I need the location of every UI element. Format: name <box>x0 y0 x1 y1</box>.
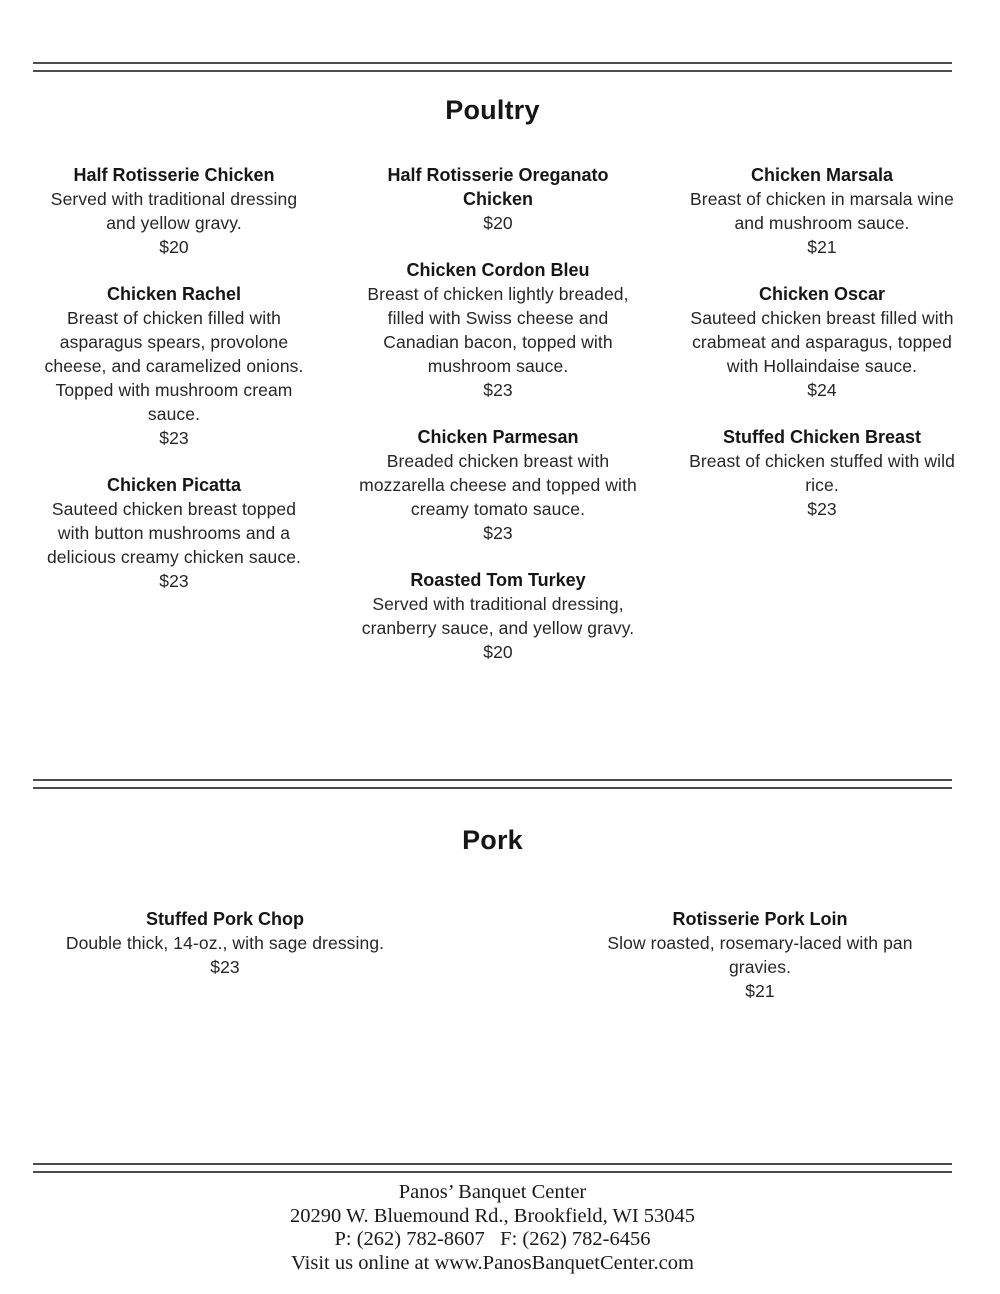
item-description: Served with traditional dressing and yellow gravy. <box>50 189 298 233</box>
footer-website: Visit us online at www.PanosBanquetCenter.com <box>291 1251 694 1274</box>
item-description: Breast of chicken lightly breaded, filled with Swiss cheese and Canadian bacon, topped with mushroom sauce. <box>367 284 629 376</box>
item-price: $20 <box>159 237 189 257</box>
section-title-poultry: Poultry <box>445 95 540 125</box>
menu-item <box>359 258 637 402</box>
item-price: $23 <box>483 380 513 400</box>
item-description: Sauteed chicken breast filled with crabmeat and asparagus, topped with Hollaindaise sauce. <box>690 308 954 376</box>
pork-columns <box>40 907 945 1026</box>
menu-item <box>35 163 313 259</box>
item-description: Breast of chicken stuffed with wild rice. <box>689 451 955 495</box>
item-name: Chicken Cordon Bleu <box>406 260 590 280</box>
footer-phone-fax: P: (262) 782-8607 F: (262) 782-6456 <box>334 1228 651 1250</box>
item-price: $23 <box>210 957 240 977</box>
menu-item <box>683 282 961 402</box>
item-price: $23 <box>483 523 513 543</box>
menu-column <box>575 907 945 1026</box>
item-name: Chicken Marsala <box>750 165 894 185</box>
item-description: Sauteed chicken breast topped with button mushrooms and a delicious creamy chicken sauce. <box>46 499 302 567</box>
footer-address: 20290 W. Bluemound Rd., Brookfield, WI 53045 <box>289 1204 696 1227</box>
menu-item <box>35 473 313 593</box>
menu-item <box>40 907 410 979</box>
divider-middle <box>33 779 952 789</box>
section-title-pork: Pork <box>462 825 523 855</box>
menu-column <box>359 163 637 687</box>
item-description: Double thick, 14-oz., with sage dressing. <box>65 933 385 953</box>
item-price: $23 <box>159 571 189 591</box>
item-name: Chicken Parmesan <box>417 427 579 447</box>
item-description: Breast of chicken filled with asparagus spears, provolone cheese, and caramelized onions. Topped with mushroom cream sauce. <box>44 308 304 424</box>
item-price: $20 <box>483 642 513 662</box>
item-price: $24 <box>807 380 837 400</box>
menu-item <box>359 568 637 664</box>
menu-column <box>35 163 313 616</box>
item-name: Chicken Rachel <box>106 284 242 304</box>
item-price: $23 <box>159 428 189 448</box>
menu-column <box>40 907 410 1002</box>
menu-item <box>575 907 945 1003</box>
menu-item <box>683 163 961 259</box>
item-name: Stuffed Chicken Breast <box>722 427 922 447</box>
item-name: Chicken Oscar <box>758 284 886 304</box>
item-name: Roasted Tom Turkey <box>410 570 586 590</box>
divider-top <box>33 62 952 72</box>
item-price: $21 <box>807 237 837 257</box>
divider-bottom <box>33 1163 952 1173</box>
footer-business-name: Panos’ Banquet Center <box>398 1181 587 1203</box>
poultry-columns <box>35 163 961 687</box>
item-price: $21 <box>745 981 775 1001</box>
footer <box>0 1181 985 1275</box>
item-name: Rotisserie Pork Loin <box>672 909 848 929</box>
menu-column <box>683 163 961 544</box>
item-name: Chicken Picatta <box>106 475 242 495</box>
item-name: Half Rotisserie Chicken <box>73 165 275 185</box>
item-price: $20 <box>483 213 513 233</box>
item-description: Served with traditional dressing, cranberry sauce, and yellow gravy. <box>361 594 635 638</box>
item-description: Breaded chicken breast with mozzarella cheese and topped with creamy tomato sauce. <box>359 451 637 519</box>
item-name: Half Rotisserie Oreganato Chicken <box>387 165 609 209</box>
menu-item <box>683 425 961 521</box>
menu-item <box>359 425 637 545</box>
menu-item <box>35 282 313 450</box>
item-price: $23 <box>807 499 837 519</box>
item-name: Stuffed Pork Chop <box>146 909 304 929</box>
item-description: Breast of chicken in marsala wine and mushroom sauce. <box>690 189 954 233</box>
menu-item <box>359 163 637 235</box>
item-description: Slow roasted, rosemary-laced with pan gravies. <box>607 933 913 977</box>
